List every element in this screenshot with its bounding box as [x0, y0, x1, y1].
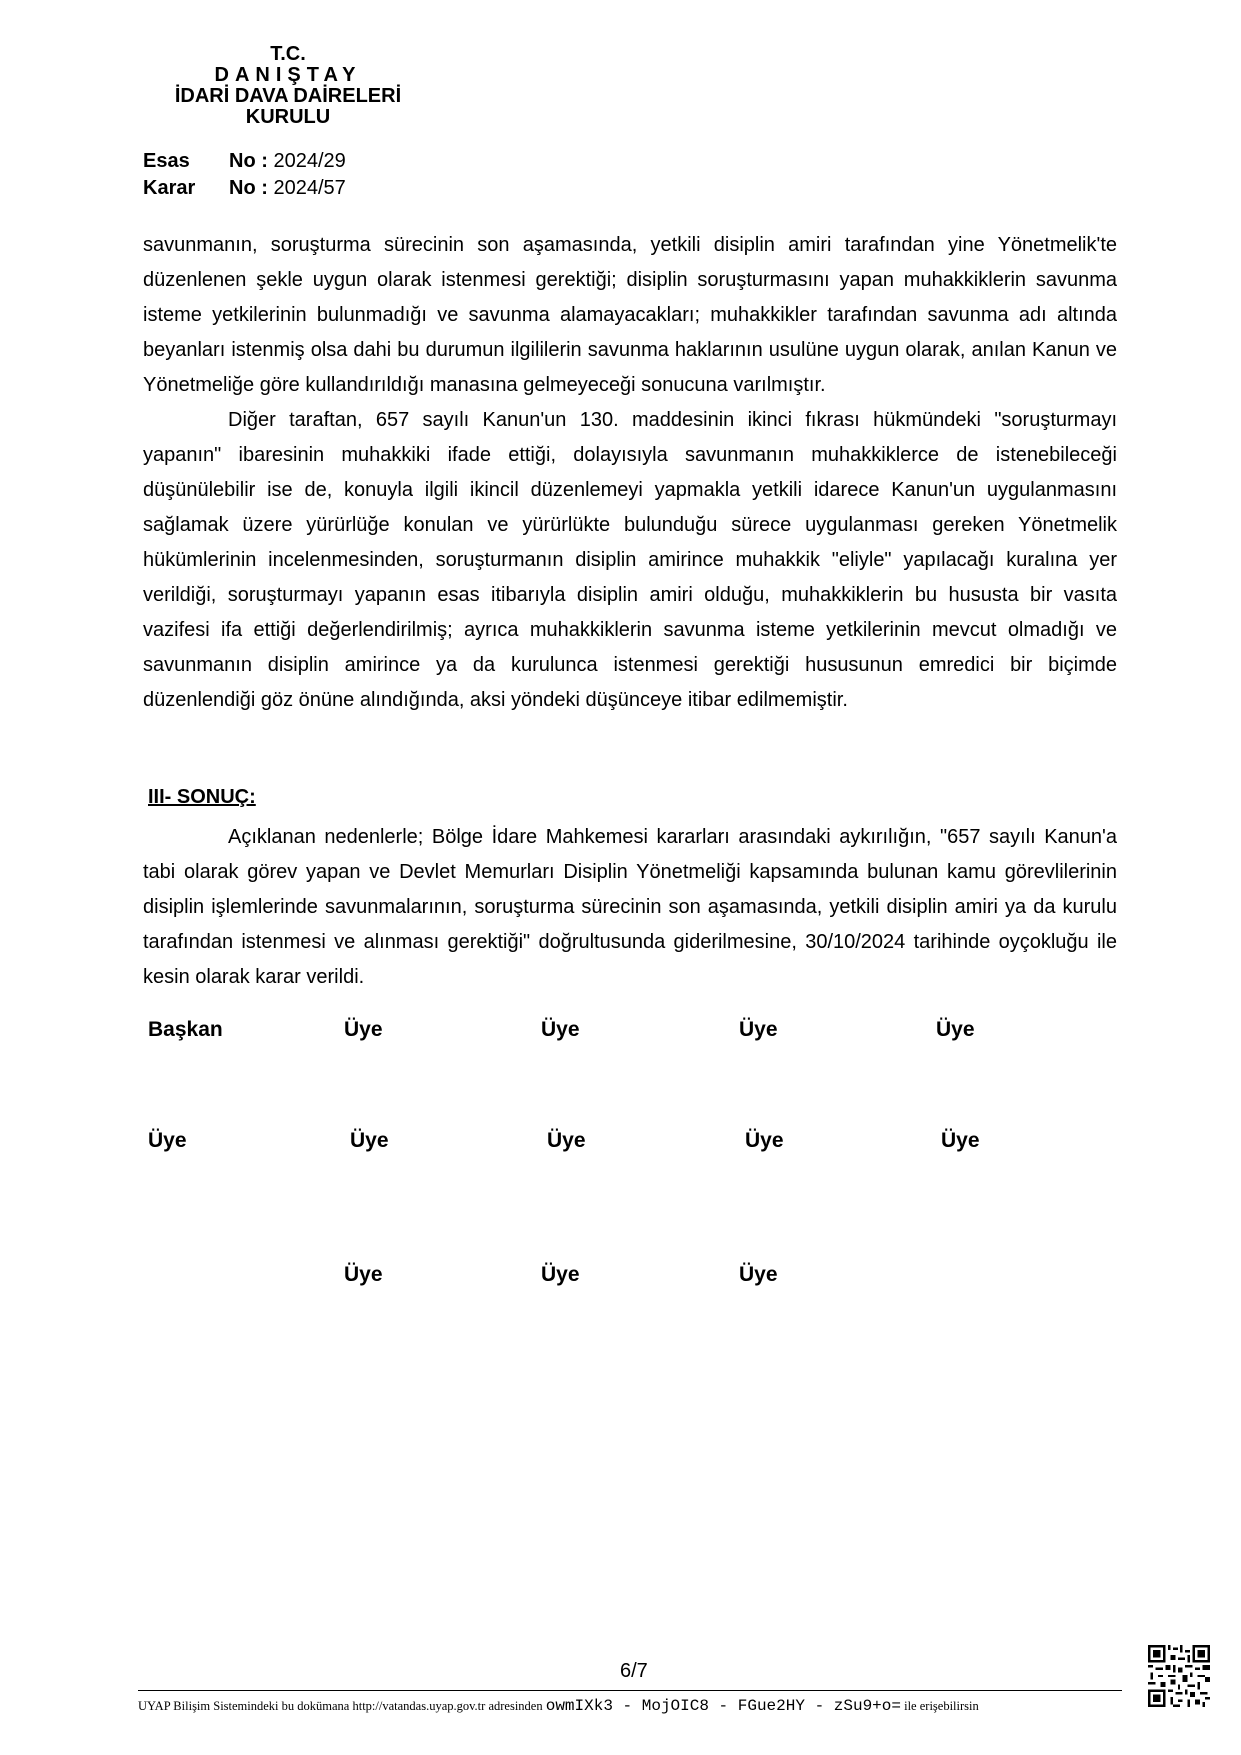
footer-prefix: UYAP Bilişim Sistemindeki bu dokümana http://vatandas.uyap.gov.tr adresinden: [138, 1699, 543, 1713]
footer-divider: [138, 1690, 1122, 1691]
signature-uye: Üye: [941, 1129, 980, 1152]
karar-number: [143, 176, 346, 200]
signature-uye: Üye: [344, 1263, 383, 1286]
paragraph-2: Diğer taraftan, 657 sayılı Kanun'un 130. maddesinin ikinci fıkrası hükmündeki "soruşturmayı yapanın" ibaresinin muhakkiki ifade ettiği, dolayısıyla savunmanın muhakkiklerce de istenebileceği düşünülebilir ise de, konuyla ilgili ikincil düzenlemeyi yapmakla yetkili idarece Kanun'un uygulanmasını sağlamak üzere yürürlüğe konulan ve yürürlükte bulunduğu sürece uygulanması gereken Yönetmelik hükümlerinin incelenmesinden, soruşturmanın disiplin amirince muhakkik "eliyle" yapılacağı kuralına yer verildiği, soruşturmayı yapanın esas itibarıyla disiplin amiri olduğu, muhakkiklerin bu hususta bir vasıta vazifesi ifa ettiği değerlendirilmiş; ayrıca muhakkiklerin savunma isteme yetkilerinin mevcut olmadığı ve savunmanın disiplin amirince ya da kurulunca istenmesi gerektiği hususunun emredici bir biçimde düzenlendiği göz önüne alındığında, aksi yöndeki düşünceye itibar edilmemiştir.: [143, 409, 1117, 711]
esas-number: [143, 149, 346, 173]
karar-no-label: No :: [229, 177, 268, 199]
page-number: 6/7: [620, 1660, 648, 1682]
signature-uye: Üye: [148, 1129, 187, 1152]
karar-label: Karar: [143, 177, 196, 199]
header-tc: T.C.: [270, 43, 306, 65]
signature-uye: Üye: [739, 1263, 778, 1286]
signature-uye: Üye: [745, 1129, 784, 1152]
court-header: [143, 44, 433, 128]
header-chamber: İDARİ DAVA DAİRELERİ: [174, 85, 402, 107]
signature-uye: Üye: [739, 1018, 778, 1041]
header-board: KURULU: [245, 106, 331, 128]
esas-label: Esas: [143, 150, 190, 172]
footer-suffix: ile erişebilirsin: [904, 1699, 979, 1713]
signature-uye: Üye: [541, 1018, 580, 1041]
header-court-name: DANIŞTAY: [214, 64, 362, 86]
esas-value: 2024/29: [273, 150, 346, 172]
section-heading: III- SONUÇ:: [148, 786, 256, 808]
signature-uye: Üye: [541, 1263, 580, 1286]
qr-code-icon: [1148, 1645, 1210, 1707]
footer-access-code: owmIXk3 - MojOIC8 - FGue2HY - zSu9+o=: [545, 1697, 901, 1715]
signature-baskan: Başkan: [148, 1018, 223, 1041]
body-paragraphs: [143, 228, 1117, 718]
karar-value: 2024/57: [273, 177, 346, 199]
conclusion-text: [143, 820, 1117, 995]
signature-uye: Üye: [936, 1018, 975, 1041]
signature-uye: Üye: [547, 1129, 586, 1152]
esas-no-label: No :: [229, 150, 268, 172]
footer-note: [138, 1697, 979, 1715]
signature-uye: Üye: [344, 1018, 383, 1041]
paragraph-1: savunmanın, soruşturma sürecinin son aşamasında, yetkili disiplin amiri tarafından yine Yönetmelik'te düzenlenen şekle uygun olarak istenmesi gerektiği; disiplin soruşturmasını yapan muhakkiklerin savunma isteme yetkilerinin bulunmadığı ve savunma alamayacakları; muhakkikler tarafından savunma adı altında beyanları istenmiş olsa dahi bu durumun ilgililerin savunma haklarının usulüne uygun olarak, anılan Kanun ve Yönetmeliğe göre kullandırıldığı manasına gelmeyeceği sonucuna varılmıştır.: [143, 234, 1117, 396]
paragraph-3: Açıklanan nedenlerle; Bölge İdare Mahkemesi kararları arasındaki aykırılığın, "657 sayılı Kanun'a tabi olarak görev yapan ve Devlet Memurları Disiplin Yönetmeliği kapsamında bulunan kamu görevlilerinin disiplin işlemlerinde savunmalarının, soruşturma sürecinin son aşamasında, yetkili disiplin amiri ya da kurulu tarafından istenmesi ve alınması gerektiği" doğrultusunda giderilmesine, 30/10/2024 tarihinde oyçokluğu ile kesin olarak karar verildi.: [143, 826, 1117, 988]
signature-uye: Üye: [350, 1129, 389, 1152]
